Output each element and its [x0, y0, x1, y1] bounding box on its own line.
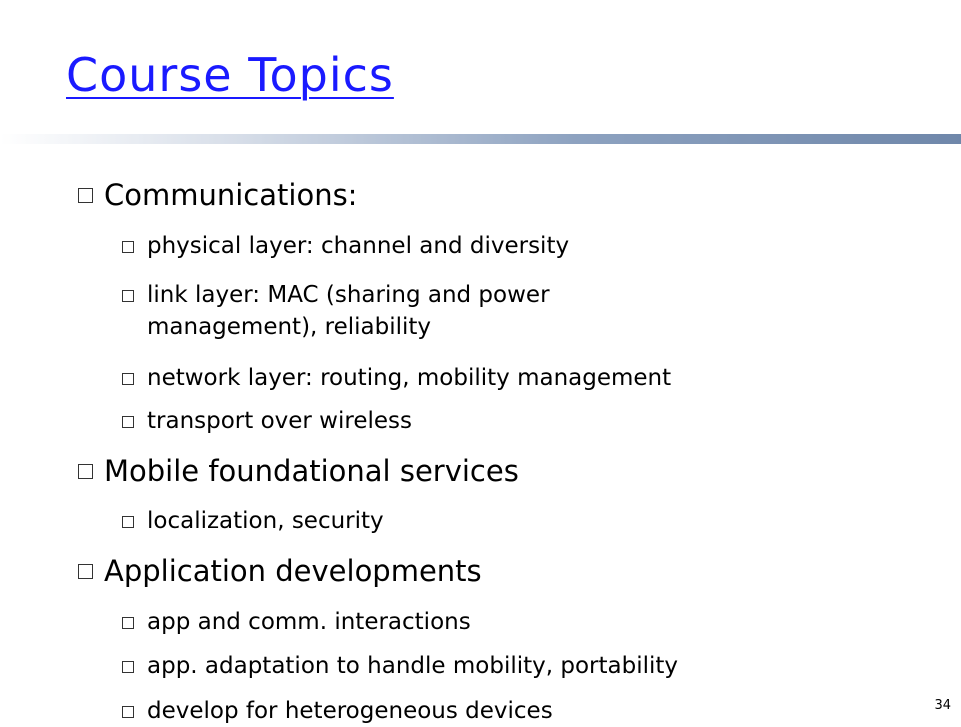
bullet-text: Communications:	[104, 178, 358, 212]
bullet-square-icon	[122, 373, 134, 385]
bullet-text: Mobile foundational services	[104, 454, 519, 488]
bullet-square-icon	[122, 241, 134, 253]
bullet-square-icon	[122, 706, 134, 718]
bullet-text: network layer: routing, mobility management	[147, 365, 672, 391]
page-number: 34	[934, 698, 951, 713]
bullet-square-icon	[78, 564, 93, 579]
bullet-item-network-layer	[122, 362, 822, 394]
bullet-text: localization, security	[147, 508, 384, 534]
bullet-item-physical-layer	[122, 230, 822, 262]
bullet-square-icon	[122, 290, 134, 302]
bullet-text: app and comm. interactions	[147, 609, 471, 635]
bullet-text: app. adaptation to handle mobility, portability	[147, 653, 679, 679]
bullet-item-app-adaptation	[122, 650, 862, 682]
bullet-item-application-developments	[78, 554, 482, 588]
bullet-square-icon	[122, 617, 134, 629]
bullet-item-transport	[122, 405, 822, 437]
bullet-square-icon	[78, 188, 93, 203]
bullet-item-localization	[122, 505, 822, 537]
bullet-item-heterogeneous	[122, 695, 822, 727]
slide-title: Course Topics	[66, 48, 394, 102]
bullet-item-communications	[78, 178, 357, 212]
bullet-text: link layer: MAC (sharing and power management), reliability	[147, 282, 557, 340]
bullet-text: Application developments	[104, 554, 482, 588]
bullet-text: transport over wireless	[147, 408, 412, 434]
bullet-item-mobile-services	[78, 454, 519, 488]
bullet-square-icon	[78, 464, 93, 479]
bullet-item-link-layer	[122, 279, 682, 343]
bullet-text: develop for heterogeneous devices	[147, 698, 553, 724]
bullet-item-app-comm	[122, 606, 822, 638]
bullet-text: physical layer: channel and diversity	[147, 233, 570, 259]
bullet-square-icon	[122, 416, 134, 428]
bullet-square-icon	[122, 516, 134, 528]
bullet-square-icon	[122, 661, 134, 673]
